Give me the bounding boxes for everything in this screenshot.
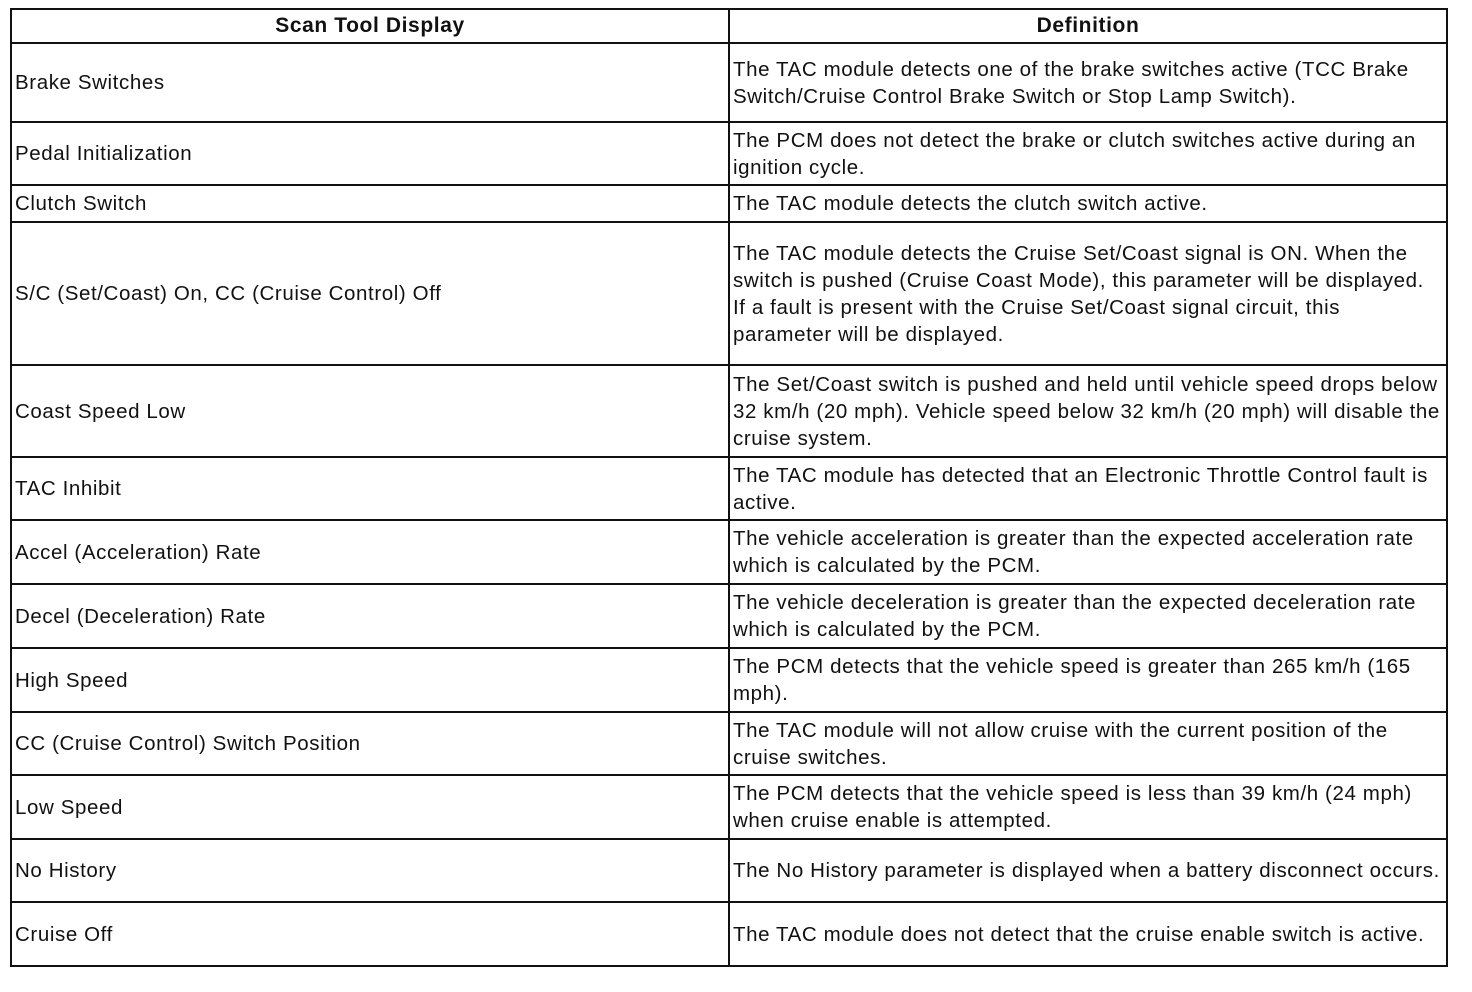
header-scan-tool-display: Scan Tool Display [11,9,729,43]
table-row [11,520,1447,584]
display-cell: Decel (Deceleration) Rate [11,584,729,648]
table-row [11,43,1447,122]
definition-cell: The vehicle deceleration is greater than the expected deceleration rate which is calculated by the PCM. [729,584,1447,648]
definition-cell: The Set/Coast switch is pushed and held until vehicle speed drops below 32 km/h (20 mph). Vehicle speed below 32 km/h (20 mph) will disable the cruise system. [729,365,1447,457]
definition-cell: The No History parameter is displayed when a battery disconnect occurs. [729,839,1447,902]
display-cell: Clutch Switch [11,185,729,222]
display-cell: High Speed [11,648,729,712]
header-row [11,9,1447,43]
table-row [11,839,1447,902]
definition-cell: The TAC module detects the clutch switch active. [729,185,1447,222]
definition-cell: The TAC module has detected that an Electronic Throttle Control fault is active. [729,457,1447,520]
display-cell: Coast Speed Low [11,365,729,457]
display-cell: TAC Inhibit [11,457,729,520]
display-cell: Cruise Off [11,902,729,966]
table-row [11,584,1447,648]
display-cell: Pedal Initialization [11,122,729,185]
definition-cell: The TAC module does not detect that the cruise enable switch is active. [729,902,1447,966]
display-cell: CC (Cruise Control) Switch Position [11,712,729,775]
scan-tool-table [10,8,1448,967]
display-cell: Accel (Acceleration) Rate [11,520,729,584]
table-row [11,122,1447,185]
table-row [11,457,1447,520]
definition-cell: The TAC module detects one of the brake switches active (TCC Brake Switch/Cruise Control Brake Switch or Stop Lamp Switch). [729,43,1447,122]
table-row [11,775,1447,839]
table-row [11,365,1447,457]
table-row [11,648,1447,712]
table-row [11,712,1447,775]
display-cell: S/C (Set/Coast) On, CC (Cruise Control) Off [11,222,729,365]
table-row [11,222,1447,365]
definition-cell: The TAC module will not allow cruise with the current position of the cruise switches. [729,712,1447,775]
display-cell: No History [11,839,729,902]
table-row [11,902,1447,966]
display-cell: Brake Switches [11,43,729,122]
header-definition: Definition [729,9,1447,43]
definition-cell: The TAC module detects the Cruise Set/Coast signal is ON. When the switch is pushed (Cruise Coast Mode), this parameter will be displayed. If a fault is present with the Cruise Set/Coast signal circuit, this parameter will be displayed. [729,222,1447,365]
definition-cell: The PCM detects that the vehicle speed is greater than 265 km/h (165 mph). [729,648,1447,712]
definition-cell: The PCM detects that the vehicle speed is less than 39 km/h (24 mph) when cruise enable is attempted. [729,775,1447,839]
definition-cell: The PCM does not detect the brake or clutch switches active during an ignition cycle. [729,122,1447,185]
display-cell: Low Speed [11,775,729,839]
definition-cell: The vehicle acceleration is greater than the expected acceleration rate which is calculated by the PCM. [729,520,1447,584]
table-row [11,185,1447,222]
